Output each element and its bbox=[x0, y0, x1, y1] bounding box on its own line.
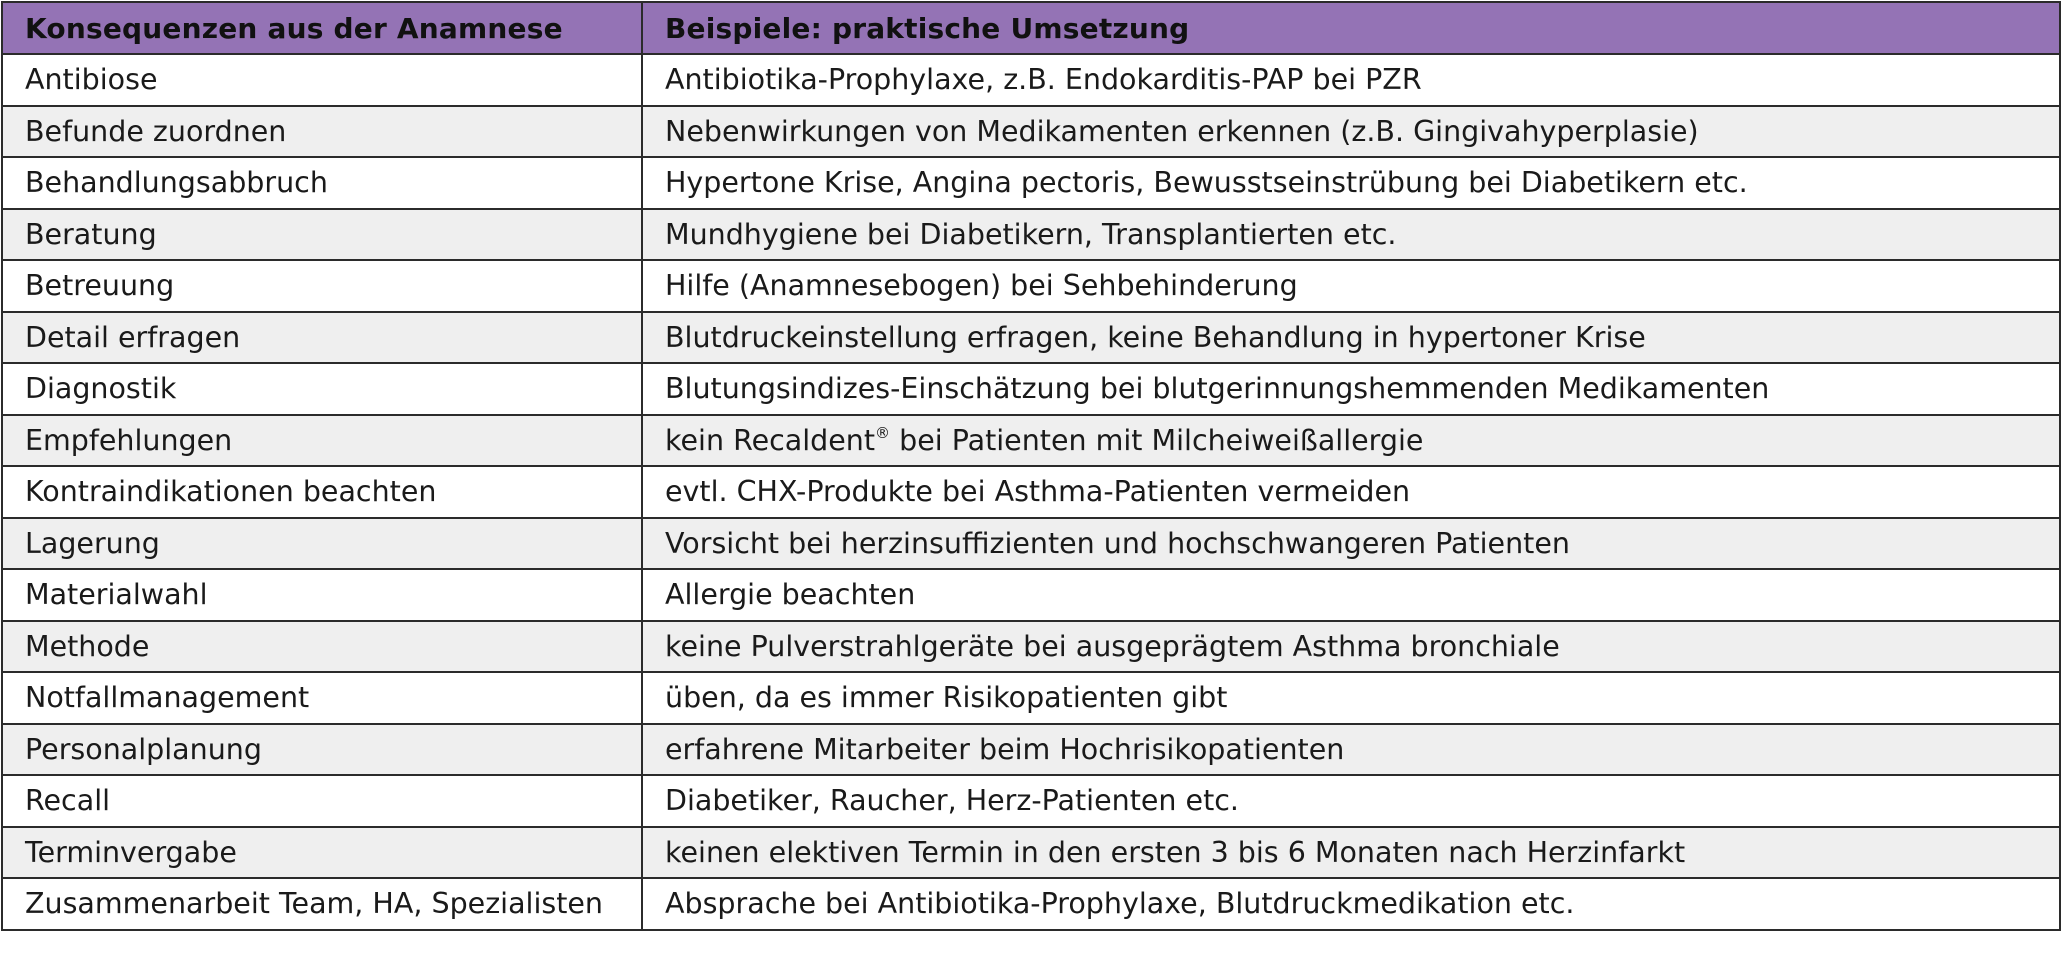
example-cell: erfahrene Mitarbeiter beim Hochrisikopatienten bbox=[642, 724, 2060, 776]
consequence-cell: Recall bbox=[2, 775, 642, 827]
table-row bbox=[2, 827, 2060, 879]
consequence-cell: Lagerung bbox=[2, 518, 642, 570]
table-row bbox=[2, 209, 2060, 261]
example-cell: Absprache bei Antibiotika-Prophylaxe, Blutdruckmedikation etc. bbox=[642, 878, 2060, 930]
example-cell: Vorsicht bei herzinsuffizienten und hochschwangeren Patienten bbox=[642, 518, 2060, 570]
consequence-cell: Detail erfragen bbox=[2, 312, 642, 364]
table-row bbox=[2, 157, 2060, 209]
table-row bbox=[2, 54, 2060, 106]
table-row bbox=[2, 106, 2060, 158]
consequence-cell: Beratung bbox=[2, 209, 642, 261]
consequence-cell: Materialwahl bbox=[2, 569, 642, 621]
example-cell: Hypertone Krise, Angina pectoris, Bewusstseinstrübung bei Diabetikern etc. bbox=[642, 157, 2060, 209]
consequence-cell: Terminvergabe bbox=[2, 827, 642, 879]
table-row bbox=[2, 672, 2060, 724]
table-row bbox=[2, 569, 2060, 621]
example-cell: evtl. CHX-Produkte bei Asthma-Patienten vermeiden bbox=[642, 466, 2060, 518]
consequence-cell: Antibiose bbox=[2, 54, 642, 106]
example-cell: Allergie beachten bbox=[642, 569, 2060, 621]
table-row bbox=[2, 621, 2060, 673]
table-row bbox=[2, 878, 2060, 930]
table-row bbox=[2, 415, 2060, 467]
consequence-cell: Kontraindikationen beachten bbox=[2, 466, 642, 518]
table-row bbox=[2, 724, 2060, 776]
table bbox=[1, 1, 2061, 931]
header-consequences: Konsequenzen aus der Anamnese bbox=[2, 2, 642, 54]
example-cell: Nebenwirkungen von Medikamenten erkennen (z.B. Gingivahyperplasie) bbox=[642, 106, 2060, 158]
table-row bbox=[2, 466, 2060, 518]
consequence-cell: Behandlungsabbruch bbox=[2, 157, 642, 209]
table-row bbox=[2, 775, 2060, 827]
table-row bbox=[2, 312, 2060, 364]
anamnesis-consequences-table bbox=[1, 1, 2059, 931]
consequence-cell: Betreuung bbox=[2, 260, 642, 312]
example-cell: üben, da es immer Risikopatienten gibt bbox=[642, 672, 2060, 724]
consequence-cell: Befunde zuordnen bbox=[2, 106, 642, 158]
example-cell: keine Pulverstrahlgeräte bei ausgeprägtem Asthma bronchiale bbox=[642, 621, 2060, 673]
example-cell bbox=[642, 415, 2060, 467]
example-cell: Mundhygiene bei Diabetikern, Transplantierten etc. bbox=[642, 209, 2060, 261]
table-row bbox=[2, 518, 2060, 570]
consequence-cell: Notfallmanagement bbox=[2, 672, 642, 724]
example-cell: Antibiotika-Prophylaxe, z.B. Endokarditis-PAP bei PZR bbox=[642, 54, 2060, 106]
consequence-cell: Diagnostik bbox=[2, 363, 642, 415]
example-cell: Blutdruckeinstellung erfragen, keine Behandlung in hypertoner Krise bbox=[642, 312, 2060, 364]
example-text-post: bei Patienten mit Milcheiweißallergie bbox=[890, 423, 1424, 457]
registered-trademark-mark: ® bbox=[875, 423, 891, 442]
header-row bbox=[2, 2, 2060, 54]
header-examples: Beispiele: praktische Umsetzung bbox=[642, 2, 2060, 54]
table-row bbox=[2, 363, 2060, 415]
example-text-pre: kein Recaldent bbox=[665, 423, 876, 457]
example-cell: Diabetiker, Raucher, Herz-Patienten etc. bbox=[642, 775, 2060, 827]
table-row bbox=[2, 260, 2060, 312]
consequence-cell: Methode bbox=[2, 621, 642, 673]
example-cell: Hilfe (Anamnesebogen) bei Sehbehinderung bbox=[642, 260, 2060, 312]
consequence-cell: Empfehlungen bbox=[2, 415, 642, 467]
example-cell: Blutungsindizes-Einschätzung bei blutgerinnungshemmenden Medikamenten bbox=[642, 363, 2060, 415]
consequence-cell: Zusammenarbeit Team, HA, Spezialisten bbox=[2, 878, 642, 930]
consequence-cell: Personalplanung bbox=[2, 724, 642, 776]
example-cell: keinen elektiven Termin in den ersten 3 bis 6 Monaten nach Herzinfarkt bbox=[642, 827, 2060, 879]
